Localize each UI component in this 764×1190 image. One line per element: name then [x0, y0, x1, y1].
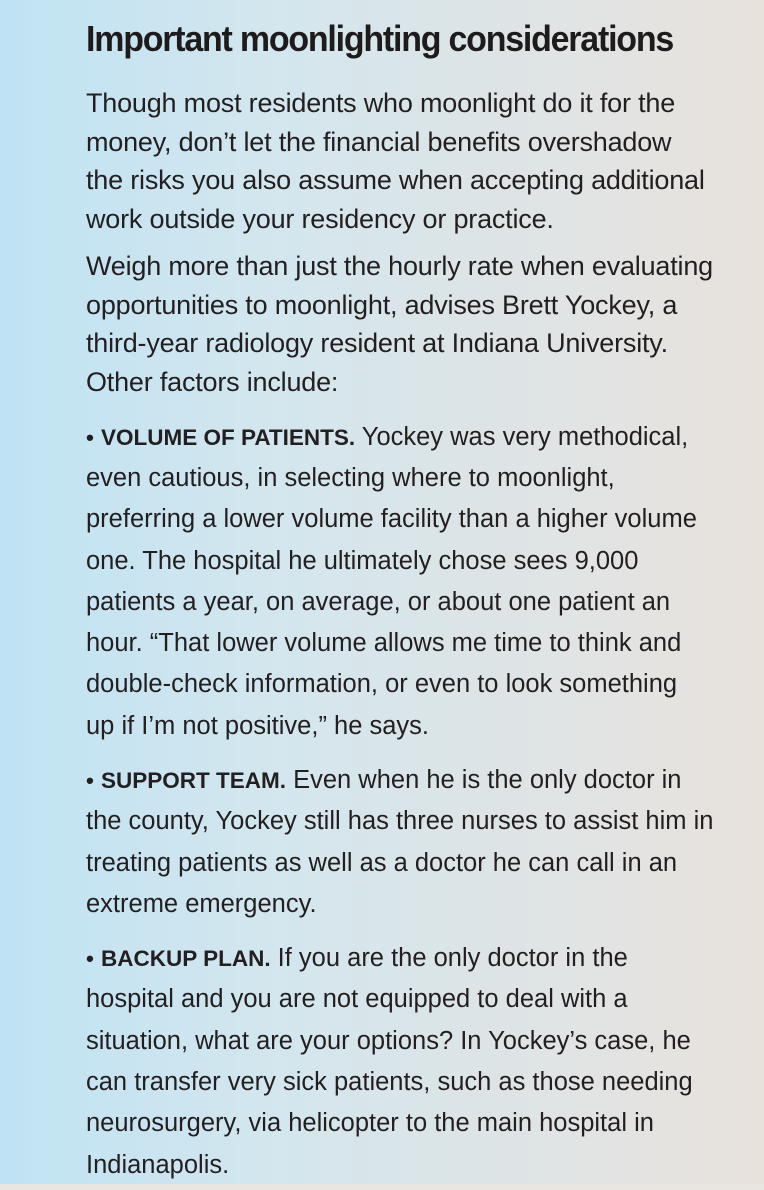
- text-line: Though most residents who moonlight do it for the: [86, 88, 676, 118]
- factor-support-team: [86, 760, 746, 925]
- text-line: even cautious, in selecting where to moonlight,: [86, 463, 615, 492]
- text-line: can transfer very sick patients, such as those needing: [86, 1068, 693, 1097]
- factor-first-line: [86, 760, 746, 801]
- factor-first-line: [86, 938, 746, 979]
- text-line: double-check information, or even to look something: [86, 670, 678, 699]
- factor-volume-of-patients: [86, 417, 746, 747]
- factor-heading: BACKUP PLAN.: [100, 946, 271, 972]
- factor-first-line: [86, 417, 746, 458]
- sidebar-title: Important moonlighting considerations: [86, 18, 674, 59]
- text-line: Other factors include:: [86, 366, 339, 397]
- bullet-icon: •: [86, 424, 94, 450]
- factor-heading: SUPPORT TEAM.: [100, 768, 286, 793]
- text-line: treating patients as well as a doctor he can call in an: [86, 848, 678, 877]
- article-content: [86, 0, 746, 1186]
- text-line: third-year radiology resident at Indiana University.: [86, 328, 668, 359]
- factor-text: Even when he is the only doctor in: [286, 766, 682, 794]
- text-line: work outside your residency or practice.: [86, 204, 554, 235]
- bullet-icon: •: [86, 768, 94, 793]
- text-line: hospital and you are not equipped to deal with a: [86, 985, 628, 1014]
- text-line: opportunities to moonlight, advises Brett Yockey, a: [86, 289, 678, 320]
- intro-paragraph: [86, 84, 746, 239]
- factor-text: Yockey was very methodical,: [355, 422, 689, 451]
- intro-paragraph: [86, 247, 746, 402]
- text-line: situation, what are your options? In Yockey’s case, he: [86, 1026, 691, 1055]
- text-line: one. The hospital he ultimately chose sees 9,000: [86, 546, 639, 575]
- text-line: patients a year, on average, or about one patient an: [86, 587, 671, 616]
- factor-text: If you are the only doctor in the: [270, 944, 628, 973]
- text-line: Indianapolis.: [86, 1150, 230, 1179]
- text-line: money, don’t let the financial benefits overshadow: [86, 126, 672, 157]
- text-line: neurosurgery, via helicopter to the main hospital in: [86, 1109, 654, 1138]
- text-line: the risks you also assume when accepting additional: [86, 165, 705, 196]
- text-line: preferring a lower volume facility than a higher volume: [86, 505, 697, 534]
- factor-heading: VOLUME OF PATIENTS.: [100, 424, 356, 450]
- factor-backup-plan: [86, 938, 746, 1186]
- text-line: the county, Yockey still has three nurses to assist him in: [86, 807, 714, 836]
- bullet-icon: •: [86, 946, 94, 972]
- text-line: extreme emergency.: [86, 889, 317, 918]
- text-line: up if I’m not positive,” he says.: [86, 711, 429, 740]
- text-line: hour. “That lower volume allows me time to think and: [86, 629, 682, 658]
- text-line: Weigh more than just the hourly rate when evaluating: [86, 250, 713, 281]
